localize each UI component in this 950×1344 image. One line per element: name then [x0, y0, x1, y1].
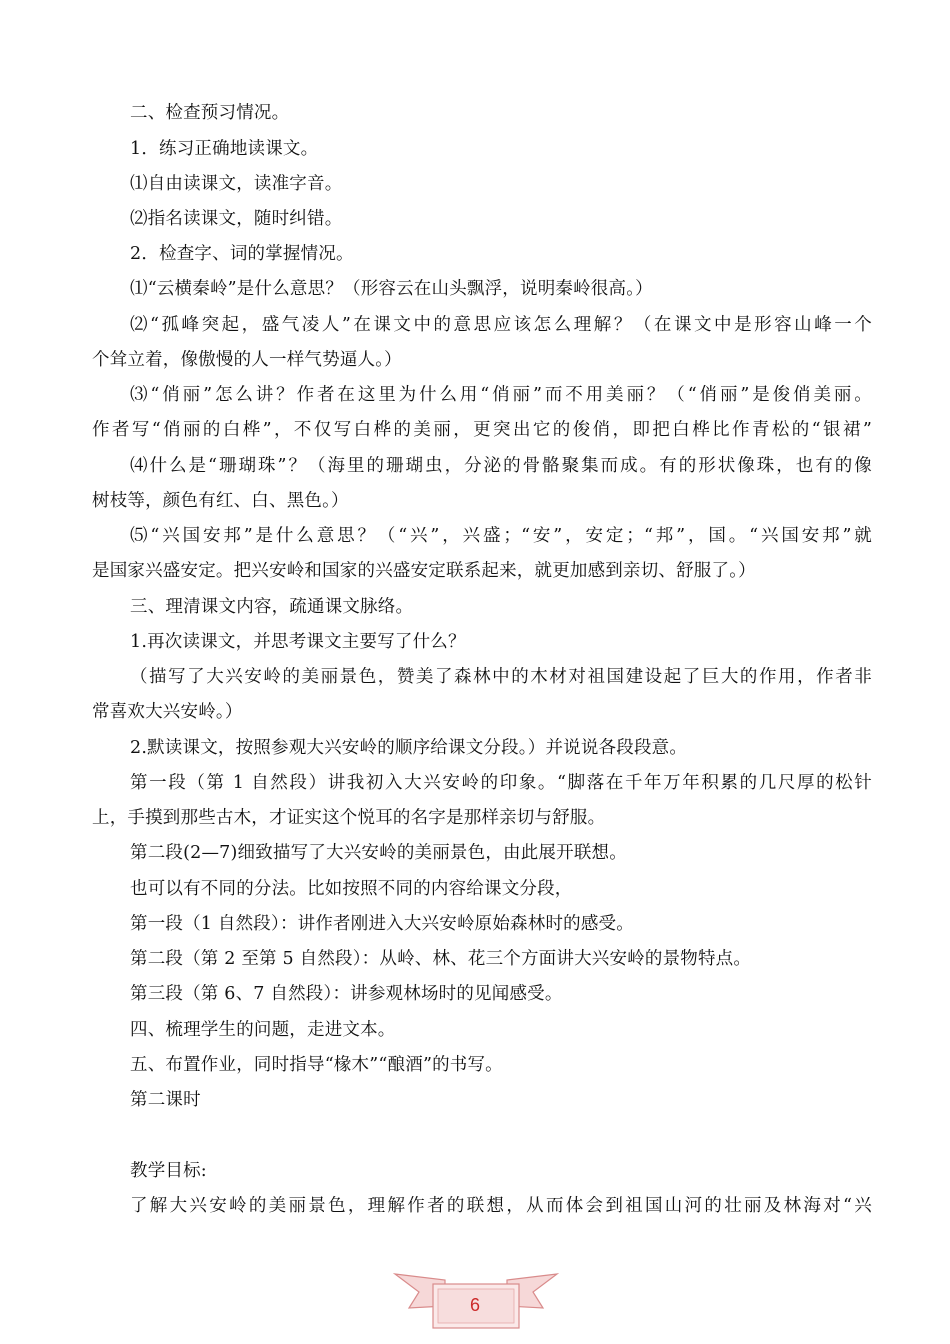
paragraph-line: 树枝等，颜色有红、白、黑色。）	[92, 491, 349, 511]
paragraph-line: 第二段（第 2 至第 5 自然段）：从岭、林、花三个方面讲大兴安岭的景物特点。	[130, 949, 752, 969]
paragraph-line: ⑸“兴国安邦”是什么意思？（“兴”，兴盛；“安”，安定；“邦”，国。“兴国安邦”就	[130, 526, 872, 546]
paragraph-line: ⑴自由读课文，读准字音。	[130, 174, 343, 194]
paragraph-line: 1．练习正确地读课文。	[130, 139, 319, 159]
section-heading: 二、检查预习情况。	[130, 103, 290, 123]
paragraph-line: 作者写“俏丽的白桦”，不仅写白桦的美丽，更突出它的俊俏，即把白桦比作青松的“银裙”	[92, 420, 872, 440]
paragraph-line: 第二段(2—7)细致描写了大兴安岭的美丽景色，由此展开联想。	[130, 843, 627, 863]
paragraph-line: 上，手摸到那些古木，才证实这个悦耳的名字是那样亲切与舒服。	[92, 808, 606, 828]
paragraph-line: 2.默读课文，按照参观大兴安岭的顺序给课文分段。）并说说各段段意。	[130, 738, 688, 758]
paragraph-line: 1.再次读课文，并思考课文主要写了什么？	[130, 632, 466, 652]
paragraph-line: 第一段（1 自然段）：讲作者刚进入大兴安岭原始森林时的感受。	[130, 914, 634, 934]
paragraph-line: ⑴“云横秦岭”是什么意思？（形容云在山头飘浮，说明秦岭很高。）	[130, 279, 653, 299]
section-heading: 五、布置作业，同时指导“椽木”“酿酒”的书写。	[130, 1055, 503, 1075]
paragraph-line: 第一段（第 1 自然段）讲我初入大兴安岭的印象。“脚落在千年万年积累的几尺厚的松针	[130, 773, 872, 793]
objectives-heading: 教学目标:	[130, 1161, 207, 1181]
paragraph-line: （描写了大兴安岭的美丽景色，赞美了森林中的木材对祖国建设起了巨大的作用，作者非	[130, 667, 872, 687]
paragraph-line: 也可以有不同的分法。比如按照不同的内容给课文分段，	[130, 879, 573, 899]
paragraph-line: 2．检查字、词的掌握情况。	[130, 244, 354, 264]
lesson-heading: 第二课时	[130, 1090, 201, 1110]
section-heading: 三、理清课文内容，疏通课文脉络。	[130, 597, 414, 617]
paragraph-line: 第三段（第 6、7 自然段）：讲参观林场时的见闻感受。	[130, 984, 563, 1004]
section-heading: 四、梳理学生的问题，走进文本。	[130, 1020, 396, 1040]
paragraph-line: ⑵“孤峰突起，盛气凌人”在课文中的意思应该怎么理解？（在课文中是形容山峰一个	[130, 315, 872, 335]
paragraph-line: 了解大兴安岭的美丽景色，理解作者的联想，从而体会到祖国山河的壮丽及林海对“兴	[130, 1196, 872, 1216]
paragraph-line: 个耸立着，像傲慢的人一样气势逼人。）	[92, 350, 402, 370]
paragraph-line: ⑵指名读课文，随时纠错。	[130, 209, 343, 229]
paragraph-line: 常喜欢大兴安岭。）	[92, 702, 243, 722]
paragraph-line: 是国家兴盛安定。把兴安岭和国家的兴盛安定联系起来，就更加感到亲切、舒服了。）	[92, 561, 756, 581]
page-number: 6	[469, 1295, 480, 1315]
paragraph-line: ⑷什么是“珊瑚珠”？（海里的珊瑚虫，分泌的骨骼聚集而成。有的形状像珠，也有的像	[130, 456, 872, 476]
paragraph-line: ⑶“俏丽”怎么讲？作者在这里为什么用“俏丽”而不用美丽？（“俏丽”是俊俏美丽。	[130, 385, 872, 405]
